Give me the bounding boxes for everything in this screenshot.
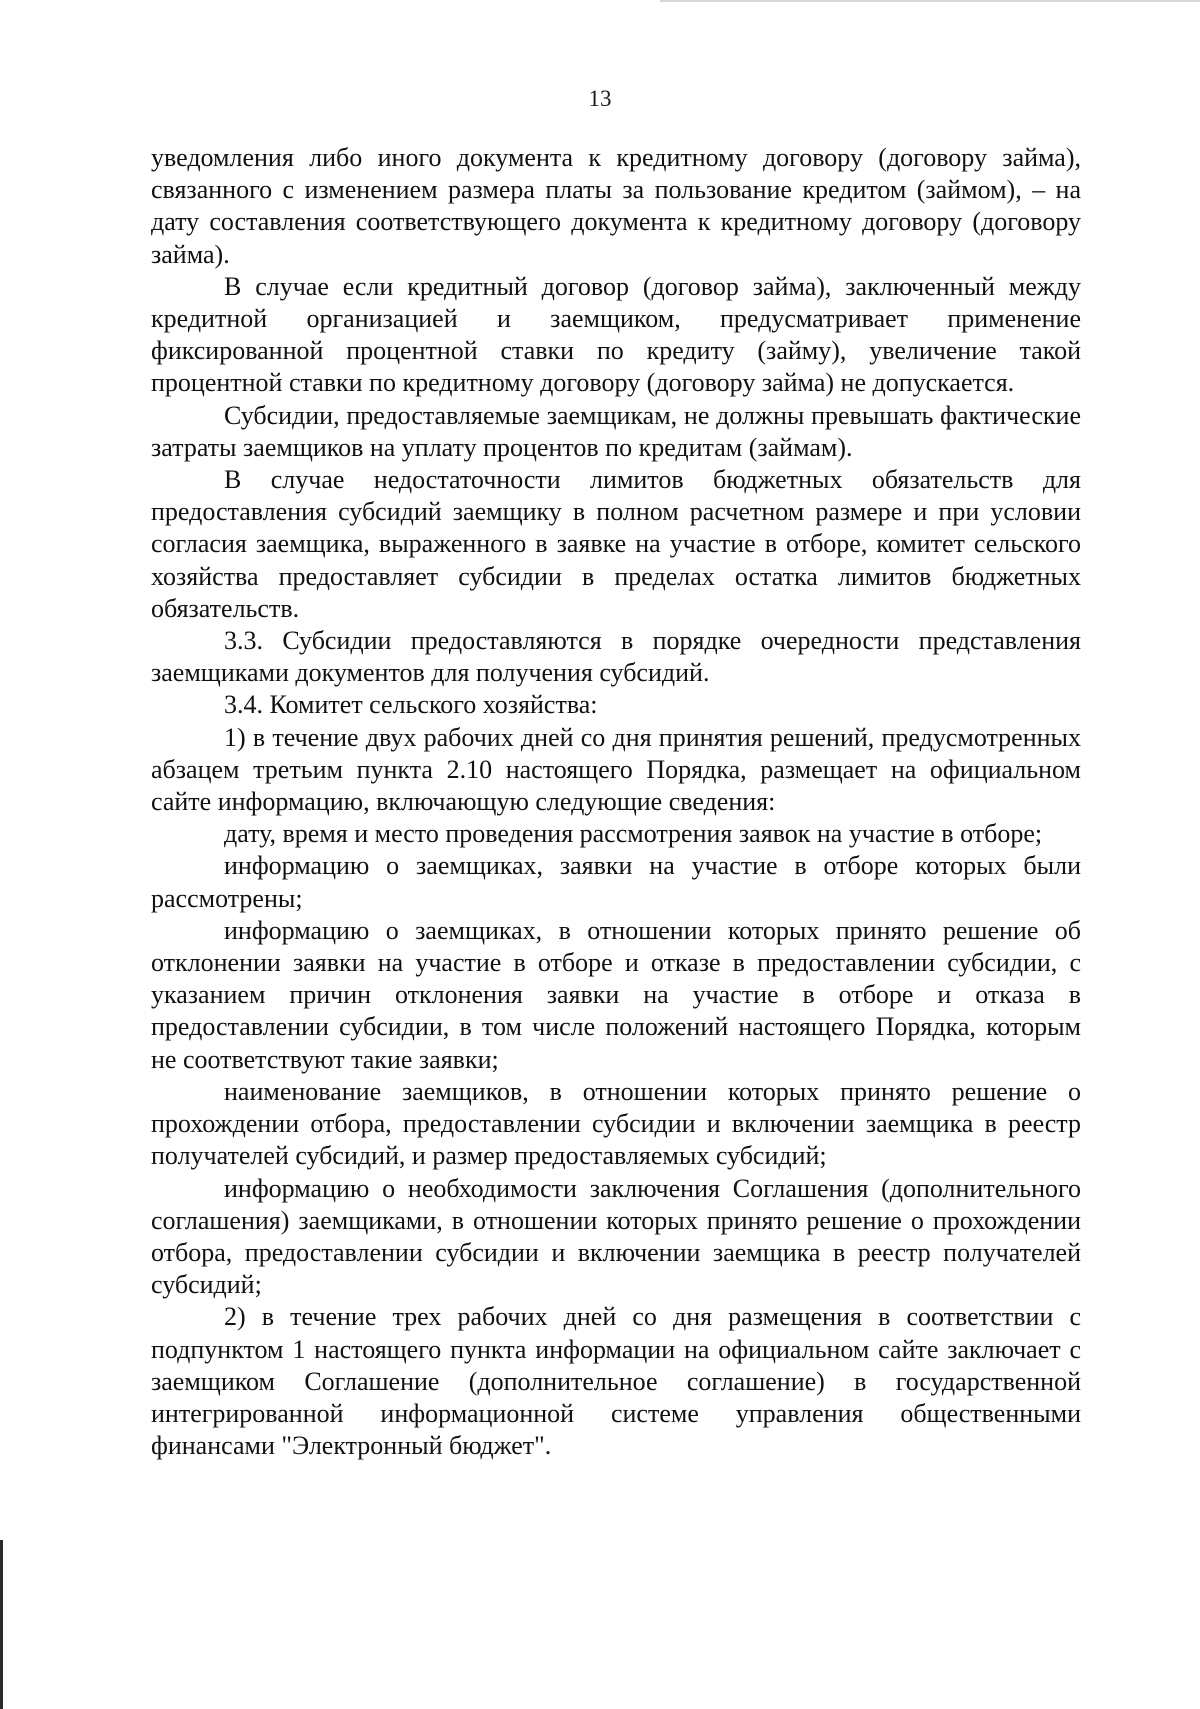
paragraph-approved-borrowers: наименование заемщиков, в отношении которых принято решение о прохождении отбора, предоставлении субсидии и включении заемщика в реестр получателей субсидий, и размер предоставляемых субсидий; [151,1076,1081,1171]
scan-edge-top [660,0,1200,2]
paragraph-agreement-necessity: информацию о необходимости заключения Соглашения (дополнительного соглашения) заемщиками, в отношении которых принято решение о прохождении отбора, предоставлении субсидии и включении заемщика в реестр получателей субсидий; [151,1173,1081,1300]
paragraph-subsidy-limit: Субсидии, предоставляемые заемщикам, не должны превышать фактические затраты заемщиков на уплату процентов по кредитам (займам). [151,400,1081,462]
paragraph-fixed-rate: В случае если кредитный договор (договор займа), заключенный между кредитной организацией и заемщиком, предусматривает применение фиксированной процентной ставки по кредиту (займу), увеличение такой процентной ставки по кредитному договору (договору займа) не допускается. [151,271,1081,398]
paragraph-continuation: уведомления либо иного документа к кредитному договору (договору займа), связанного с изменением размера платы за пользование кредитом (займом), – на дату составления соответствующего документа к кредитному договору (договору займа). [151,143,1081,269]
paragraph-3-3: 3.3. Субсидии предоставляются в порядке очередности представления заемщиками документов для получения субсидий. [151,626,1081,688]
page-number: 13 [588,86,612,111]
paragraph-rejected-borrowers: информацию о заемщиках, в отношении которых принято решение об отклонении заявки на участие в отборе и отказе в предоставлении субсидии, с указанием причин отклонения заявки на участие в отборе и отказа в предоставлении субсидии, в том числе положений настоящего Порядка, которым не соответствуют такие заявки; [151,915,1081,1074]
document-body [151,142,1081,1462]
paragraph-3-4-item-1: 1) в течение двух рабочих дней со дня принятия решений, предусмотренных абзацем третьим пункта 2.10 настоящего Порядка, размещает на официальном сайте информацию, включающую следующие сведения: [151,722,1081,817]
paragraph-insufficient-limits: В случае недостаточности лимитов бюджетных обязательств для предоставления субсидий заемщику в полном расчетном размере и при условии согласия заемщика, выраженного в заявке на участие в отборе, комитет сельского хозяйства предоставляет субсидии в пределах остатка лимитов бюджетных обязательств. [151,465,1081,623]
paragraph-reviewed-borrowers: информацию о заемщиках, заявки на участие в отборе которых были рассмотрены; [151,851,1081,913]
paragraph-3-4: 3.4. Комитет сельского хозяйства: [224,690,598,720]
paragraph-3-4-item-2: 2) в течение трех рабочих дней со дня размещения в соответствии с подпунктом 1 настоящего пункта информации на официальном сайте заключает с заемщиком Соглашение (дополнительное соглашение) в государственной интегрированной информационной системе управления общественными финансами "Электронный бюджет". [151,1302,1081,1461]
scan-edge-left [0,1540,3,1709]
paragraph-date-time-place: дату, время и место проведения рассмотрения заявок на участие в отборе; [224,819,1043,849]
